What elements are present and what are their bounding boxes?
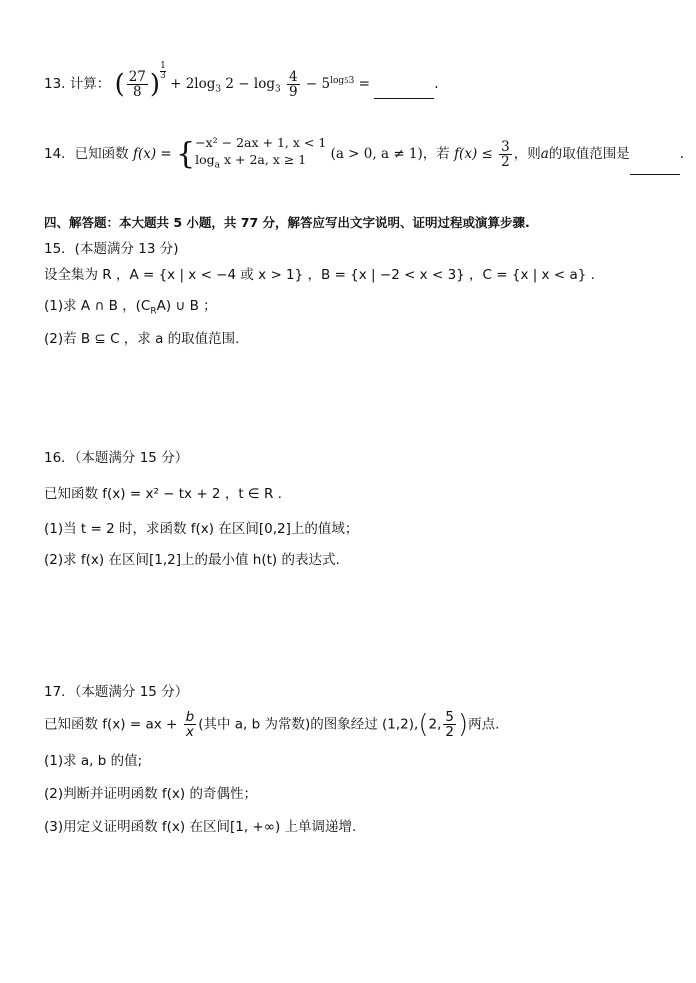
q14-line: 14．已知函数 f(x) = { −x² − 2ax + 1, x < 1 $\log_a x + 2a$, x ≥ 1 (a > 0, a ≠ 1)，若 f(x) ≤ $\frac{3}{2}$ ，则a的取值范围是 . xyxy=(44,134,684,175)
q17-line4: (3)用定义证明函数 f(x) 在区间[1, +∞) 上单调递增. xyxy=(44,819,357,835)
q16-line3: (2)求 f(x) 在区间[1,2]上的最小值 h(t) 的表达式. xyxy=(44,552,340,568)
q14-answer-blank xyxy=(630,174,680,175)
q16-head: 16．（本题满分 15 分） xyxy=(44,450,189,466)
piecewise-brace: { xyxy=(176,136,196,172)
q17-fraction-b-x: $\frac{b}{x}$ xyxy=(185,709,195,740)
q14-cases: −x² − 2ax + 1, x < 1 $\log_a x + 2a$, x ≥ 1 xyxy=(195,135,327,171)
q17-line3: (2)判断并证明函数 f(x) 的奇偶性； xyxy=(44,786,257,802)
q16-line1: 已知函数 f(x) = x² − tx + 2 ，t ∈ R . xyxy=(44,486,282,502)
q15-line2: (1)求 A ∩ B ，$(C_RA)$ ∪ B ； xyxy=(44,298,217,317)
q15-head: 15．(本题满分 13 分) xyxy=(44,241,179,257)
q14-fraction-3-2: $\frac{3}{2}$ xyxy=(501,138,510,170)
q13-fraction-4-9: $\frac{4}{9}$ xyxy=(289,69,298,100)
q13-label: 13. 计算： xyxy=(44,76,111,92)
q13-fraction-27-8: $\frac{27}{8}$ xyxy=(128,69,146,100)
q16-line2: (1)当 t = 2 时，求函数 f(x) 在区间[0,2]上的值域； xyxy=(44,521,359,537)
q14-label: 14．已知函数 xyxy=(44,145,129,162)
q17-line1: 已知函数 f(x) = ax + $\frac{b}{x}$ (其中 a, b 为常数)的图象经过 (1,2),(2, $\frac{5}{2}$ )两点. xyxy=(44,709,500,740)
q15-line3: (2)若 B ⊆ C ，求 a 的取值范围. xyxy=(44,331,240,347)
q13-line: 13. 计算： ( $\frac{27}{8}$ ) $\frac{1}{3}$ + $2\log_3$ $2 - \log_3$ $\frac{4}{9}$ − $5^{log53}$ = . xyxy=(44,61,439,100)
section4-title: 四、解答题：本大题共 5 小题，共 77 分，解答应写出文字说明、证明过程或演算步骤. xyxy=(44,215,530,230)
q17-head: 17．（本题满分 15 分） xyxy=(44,684,189,700)
q15-line1: 设全集为 R ，A = {x | x < −4 或 x > 1} ，B = {x | −2 < x < 3} ，C = {x | x < a} . xyxy=(44,267,595,283)
q13-answer-blank xyxy=(374,98,434,99)
q17-line2: (1)求 a, b 的值; xyxy=(44,753,143,769)
q17-fraction-5-2: $\frac{5}{2}$ xyxy=(445,709,454,740)
q13-exponent: $\frac{1}{3}$ xyxy=(160,61,166,81)
